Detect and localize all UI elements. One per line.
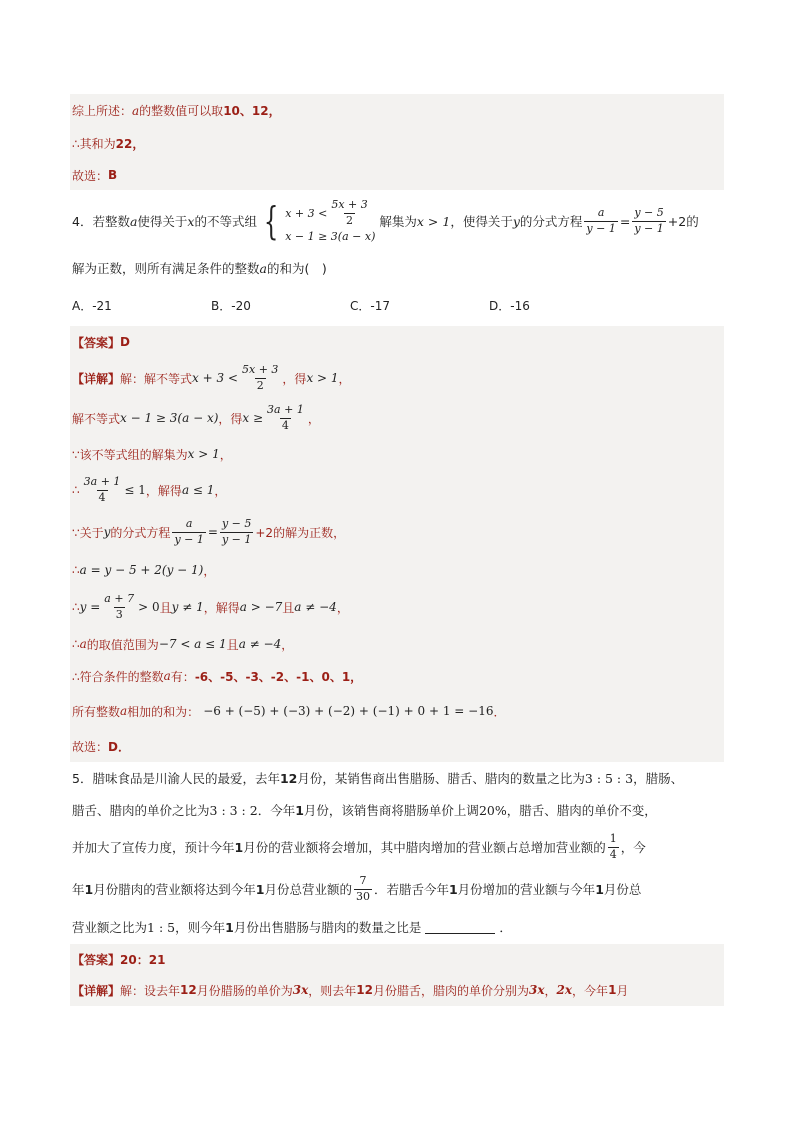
fraction xyxy=(220,518,253,546)
text: 故选： xyxy=(72,739,109,754)
math: −6 + (−5) + (−3) + (−2) + (−1) + 0 + 1 = −16 xyxy=(203,704,494,718)
math: x ≥ xyxy=(242,411,264,425)
text: 解不等式 xyxy=(72,411,121,426)
math: y ≠ 1 xyxy=(171,600,204,614)
text: 解：解不等式 xyxy=(120,371,193,386)
text: ．今年 xyxy=(257,803,296,818)
math: 3x xyxy=(529,983,545,997)
percent: 20% xyxy=(478,802,507,818)
denominator: 4 xyxy=(281,418,289,432)
math: a > −7 xyxy=(239,600,283,614)
q4-detail-step4 xyxy=(70,470,724,510)
numerator: 3a + 1 xyxy=(83,474,121,488)
ratio: 3 : 5 : 3 xyxy=(584,770,634,786)
ratio: 3 : 3 : 2 xyxy=(209,802,258,818)
number: 12 xyxy=(356,983,373,997)
q5-stem-line1 xyxy=(70,762,724,794)
equals: = xyxy=(619,213,631,229)
text: ，解得 xyxy=(203,600,240,615)
text: 故选： xyxy=(72,168,109,183)
math: x > 1 xyxy=(187,447,220,461)
answer-value: D xyxy=(120,335,130,349)
document-page xyxy=(70,94,724,1006)
text: ∵关于 xyxy=(72,525,104,540)
q4-detail-step2 xyxy=(70,398,724,438)
system-brace: { xyxy=(263,199,279,243)
math: x + 3 < xyxy=(285,207,328,220)
math: x > 1 xyxy=(416,213,451,229)
q3-summary-line xyxy=(70,94,724,127)
text: 且 xyxy=(159,600,172,615)
q5-detail-line xyxy=(70,974,724,1006)
text: 月 xyxy=(616,983,629,998)
q4-answer-line xyxy=(70,326,724,358)
equals: = xyxy=(207,525,218,539)
denominator: y − 1 xyxy=(174,532,204,546)
text: 并加大了宣传力度，预计今年 xyxy=(72,840,235,855)
fraction xyxy=(608,833,619,861)
denominator: 2 xyxy=(346,214,354,227)
text: 且 xyxy=(226,637,239,652)
text: ，则今年 xyxy=(175,920,226,935)
inequality-system xyxy=(285,199,375,242)
text: 月份增加的营业额与今年 xyxy=(457,882,596,897)
text: ，则去年 xyxy=(308,983,357,998)
number: 1 xyxy=(608,983,617,997)
text: 4．若整数 xyxy=(72,214,130,229)
number: 1 xyxy=(234,839,244,855)
number: 12 xyxy=(279,770,298,786)
text: ， xyxy=(338,371,351,386)
text: 综上所述： xyxy=(72,104,133,118)
q5-stem-line4 xyxy=(70,868,724,910)
numerator: y − 5 xyxy=(634,205,664,219)
text: 月份腊舌，腊肉的单价分别为 xyxy=(372,983,529,998)
var-y: y xyxy=(103,525,111,539)
text: ，今 xyxy=(620,840,646,855)
math: a ≤ 1 xyxy=(181,483,215,497)
q5-answer-line xyxy=(70,944,724,974)
text: 的 xyxy=(686,214,699,229)
text: ∴ xyxy=(72,483,80,497)
text: ． xyxy=(493,704,506,719)
values: -6、-5、-3、-2、-1、0、1， xyxy=(194,669,363,684)
text: 腊舌、腊肉的单价之比为 xyxy=(72,803,210,818)
var-a: a xyxy=(259,260,267,276)
q4-detail-step8 xyxy=(70,628,724,660)
text: 有： xyxy=(170,669,195,684)
text: 年 xyxy=(72,882,85,897)
numerator: y − 5 xyxy=(221,516,252,530)
fraction xyxy=(172,518,205,546)
math: > 0 xyxy=(138,600,160,614)
var-a: a xyxy=(132,103,140,118)
number: 1 xyxy=(255,881,265,897)
q5-stem-line2 xyxy=(70,794,724,826)
fraction xyxy=(632,207,665,235)
fraction xyxy=(584,207,617,235)
text: 月份总 xyxy=(603,882,642,897)
var-a: a xyxy=(120,704,128,718)
text: ， xyxy=(214,483,227,498)
text: ．若腊舌今年 xyxy=(373,882,449,897)
q4-detail-step9 xyxy=(70,660,724,692)
q4-stem-line1 xyxy=(70,190,724,252)
fraction xyxy=(329,199,369,227)
option-a[interactable]: A．-21 xyxy=(72,298,112,313)
denominator: 4 xyxy=(609,847,617,861)
fraction xyxy=(102,593,136,621)
math: x > 1 xyxy=(306,371,339,385)
text: ， xyxy=(219,447,232,462)
denominator: y − 1 xyxy=(586,221,616,235)
detail-label: 【详解】 xyxy=(72,983,121,998)
text: ，使得关于 xyxy=(450,214,513,229)
number: 1 xyxy=(84,881,94,897)
var-a: a xyxy=(163,669,171,683)
text: ∴ xyxy=(72,563,80,577)
var-a: a xyxy=(129,213,138,229)
q5-stem-line3 xyxy=(70,826,724,868)
text: 月份总营业额的 xyxy=(264,882,352,897)
q5-stem-line5 xyxy=(70,910,724,944)
text: 的分式方程 xyxy=(519,214,583,229)
option-c[interactable]: C．-17 xyxy=(350,298,390,313)
text: 月份，某销售商出售腊肠、腊舌、腊肉的数量之比为 xyxy=(297,771,585,786)
math: 3x xyxy=(292,983,309,997)
fraction xyxy=(354,875,372,903)
text: 使得关于 xyxy=(137,214,188,229)
text: ， xyxy=(281,637,294,652)
q4-stem-line2 xyxy=(70,252,724,284)
text: 解集为 xyxy=(379,214,417,229)
text: 且 xyxy=(282,600,295,615)
option-d[interactable]: D．-16 xyxy=(489,298,530,313)
numerator: 1 xyxy=(609,831,617,845)
q4-detail-step1 xyxy=(70,358,724,398)
denominator: y − 1 xyxy=(221,532,252,546)
text: 的分式方程 xyxy=(110,525,171,540)
option-b[interactable]: B．-20 xyxy=(211,298,251,313)
answer-label: 【答案】 xyxy=(72,952,121,967)
text: ，腊舌、腊肉的单价不变， xyxy=(506,803,657,818)
answer-value: 20：21 xyxy=(120,952,166,967)
text: +2的解为正数， xyxy=(255,525,346,540)
text: 月份，该销售商将腊肠单价上调 xyxy=(303,803,479,818)
numerator: a xyxy=(597,205,605,219)
text: 解为正数，则所有满足条件的整数 xyxy=(72,261,260,276)
text: ∴其和为 xyxy=(72,137,116,151)
text: ∴ xyxy=(72,600,80,614)
number: 1 xyxy=(225,919,234,935)
denominator: 2 xyxy=(256,378,264,392)
choice-value: D． xyxy=(108,739,130,754)
denominator: 30 xyxy=(355,889,370,903)
text: 月份腊肉的营业额将达到今年 xyxy=(93,882,256,897)
text: 5．腊味食品是川渝人民的最爱，去年 xyxy=(72,771,280,786)
system-line-2: x − 1 ≥ 3(a − x) xyxy=(285,229,376,243)
math: a ≠ −4 xyxy=(294,600,337,614)
text: ， xyxy=(203,563,216,578)
text: ， xyxy=(544,983,557,998)
text: 月份出售腊肠与腊肉的数量之比是 xyxy=(233,920,422,935)
text: 相加的和为： xyxy=(127,704,200,719)
text: +2 xyxy=(667,213,687,229)
text: ∵该不等式组的解集为 xyxy=(72,447,188,462)
denominator: 3 xyxy=(115,607,123,621)
q4-detail-step6 xyxy=(70,554,724,586)
numerator: 3a + 1 xyxy=(267,402,304,416)
text: 解：设去年 xyxy=(120,983,181,998)
math: x + 3 < xyxy=(192,371,238,385)
numerator: 7 xyxy=(359,873,367,887)
math: −7 < a ≤ 1 xyxy=(158,637,227,651)
var-x: x xyxy=(187,213,195,229)
text: ，解得 xyxy=(145,483,182,498)
numerator: a + 7 xyxy=(104,591,135,605)
number: 1 xyxy=(595,881,604,897)
text: 的取值范围为 xyxy=(86,637,159,652)
values: 10、12， xyxy=(223,104,281,118)
denominator: 4 xyxy=(98,490,106,504)
text: 的和为( ) xyxy=(266,261,327,276)
q4-detail-step11 xyxy=(70,730,724,762)
text: 的不等式组 xyxy=(194,214,257,229)
text: ． xyxy=(499,920,512,935)
ratio: 1 : 5 xyxy=(147,919,176,935)
text: 月份腊肠的单价为 xyxy=(196,983,293,998)
math: a ≠ −4 xyxy=(238,637,282,651)
text: ，得 xyxy=(218,411,243,426)
text: 所有整数 xyxy=(72,704,121,719)
q4-detail-step10 xyxy=(70,692,724,730)
text: ，腊肠、 xyxy=(633,771,684,786)
math: y = xyxy=(79,600,101,614)
text: ，今年 xyxy=(572,983,609,998)
system-line-1 xyxy=(285,199,375,227)
q4-detail-step7 xyxy=(70,586,724,628)
text: 营业额之比为 xyxy=(72,920,148,935)
text: ∴ xyxy=(72,637,80,651)
math: 2x xyxy=(556,983,573,997)
math: a = y − 5 + 2(y − 1) xyxy=(79,563,204,577)
q3-choice-line xyxy=(70,160,724,190)
denominator: y − 1 xyxy=(634,221,664,235)
q4-detail-step5 xyxy=(70,510,724,554)
text: ， xyxy=(336,600,349,615)
numerator: a xyxy=(185,516,193,530)
text: ∴符合条件的整数 xyxy=(72,669,164,684)
answer-blank[interactable] xyxy=(425,921,495,934)
choice-value: B xyxy=(108,168,118,182)
fraction xyxy=(265,404,306,432)
text: 月份的营业额将会增加，其中腊肉增加的营业额占总增加营业额的 xyxy=(243,840,606,855)
text: ， xyxy=(307,411,320,426)
math: ≤ 1 xyxy=(124,483,146,497)
sum-value: 22， xyxy=(115,137,145,151)
answer-label: 【答案】 xyxy=(72,335,121,350)
math: x − 1 ≥ 3(a − x) xyxy=(120,411,219,425)
var-y: y xyxy=(512,213,520,229)
q4-options xyxy=(70,284,724,326)
number: 12 xyxy=(180,983,197,997)
number: 1 xyxy=(448,881,458,897)
text: 的整数值可以取 xyxy=(139,104,224,118)
var-a: a xyxy=(79,637,87,651)
numerator: 5x + 3 xyxy=(242,362,279,376)
numerator: 5x + 3 xyxy=(331,198,368,212)
text: ，得 xyxy=(282,371,307,386)
detail-label: 【详解】 xyxy=(72,371,121,386)
fraction xyxy=(240,364,280,392)
fraction xyxy=(82,476,123,504)
number: 1 xyxy=(295,802,304,818)
q3-sum-line xyxy=(70,127,724,160)
q4-detail-step3 xyxy=(70,438,724,470)
